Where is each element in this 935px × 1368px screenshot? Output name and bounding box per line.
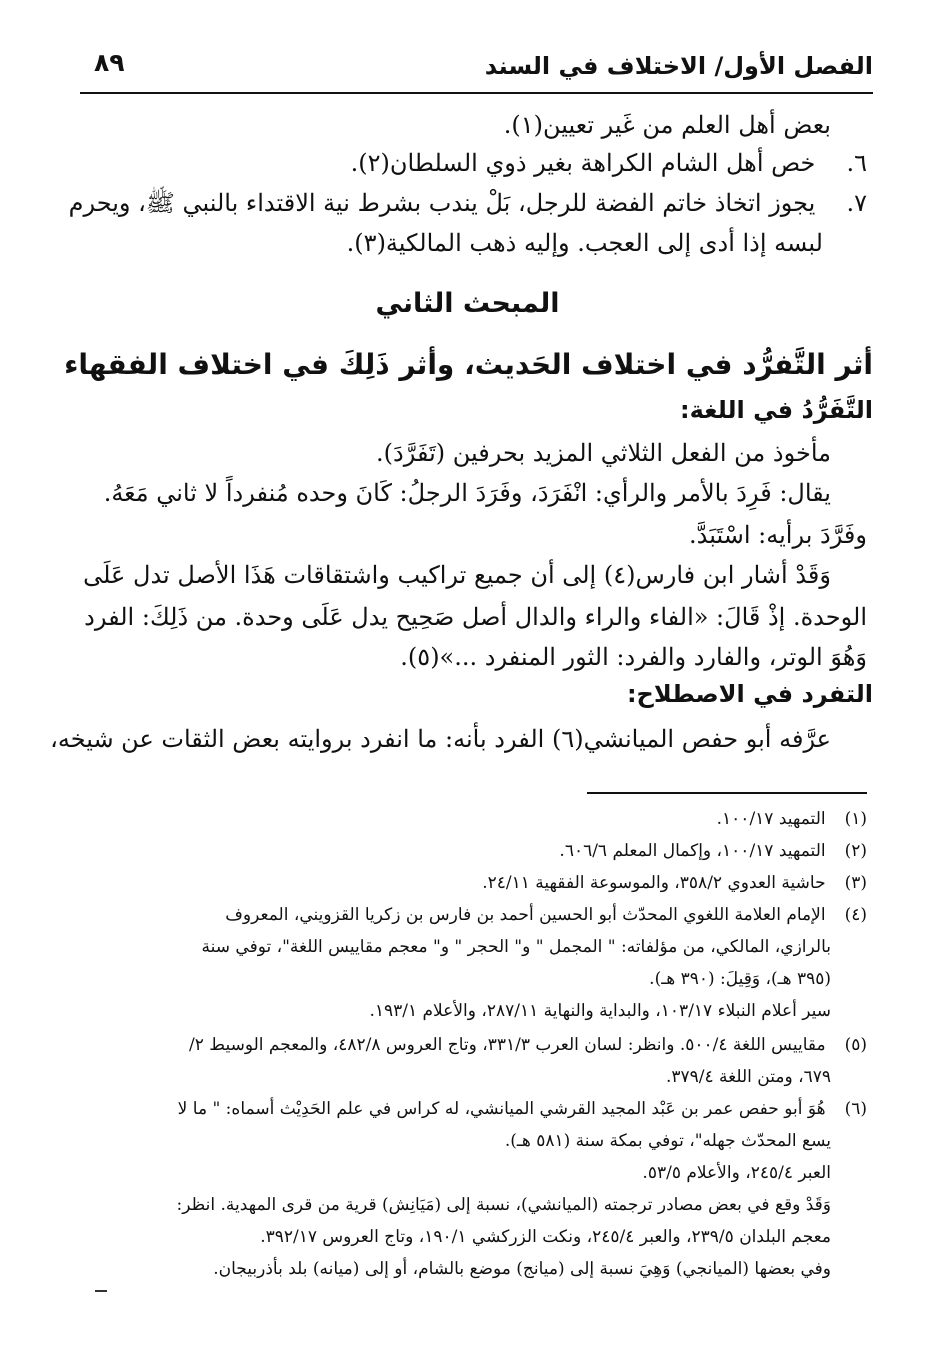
footnote-number: (٥) bbox=[844, 1035, 867, 1055]
page-number: ٨٩ bbox=[94, 48, 125, 77]
body-line: مأخوذ من الفعل الثلاثي المزيد بحرفين (تَفَرَّدَ). bbox=[376, 439, 831, 467]
footnote-text: حاشية العدوي ٣٥٨/٢، والموسوعة الفقهية ٢٤/١١. bbox=[482, 873, 826, 893]
footnote-text: هُوَ أبو حفص عمر بن عَبْد المجيد القرشي الميانشي، له كراس في علم الحَدِيْث أسماه: " ما لا bbox=[177, 1099, 826, 1119]
footnote-continuation: بالرازي، المالكي، من مؤلفاته: " المجمل " و" الحجر " و" معجم مقاييس اللغة"، توفي سنة bbox=[201, 937, 831, 957]
footnote-continuation: (٣٩٥ هـ)، وَقِيلَ: (٣٩٠ هـ). bbox=[649, 969, 831, 989]
body-line: الوحدة. إذْ قَالَ: «الفاء والراء والدال أصل صَحِيح يدل عَلَى وحدة. من ذَلِكَ: الفرد bbox=[84, 603, 867, 631]
footnote-number: (٤) bbox=[844, 905, 867, 925]
footnote-continuation: العبر ٢٤٥/٤، والأعلام ٥٣/٥. bbox=[642, 1163, 831, 1183]
footnote bbox=[92, 868, 867, 898]
body-line: لبسه إذا أدى إلى العجب. وإليه ذهب المالكية(٣). bbox=[346, 229, 823, 257]
subheading-language: التَّفَرُّدُ في اللغة: bbox=[680, 396, 873, 424]
footnote-text: التمهيد ١٠٠/١٧، وإكمال المعلم ٦٠٦/٦. bbox=[559, 841, 826, 861]
continuation-mark bbox=[95, 1290, 107, 1292]
item-number: ٧. bbox=[846, 189, 867, 217]
footnote-continuation: ٦٧٩، ومتن اللغة ٣٧٩/٤. bbox=[665, 1067, 831, 1087]
body-line: وفَرَّدَ برأيه: اسْتَبَدَّ. bbox=[689, 521, 867, 549]
body-line: وَهُوَ الوتر، والفارد والفرد: الثور المنفرد ...»(٥). bbox=[400, 643, 867, 671]
body-line: عرَّفه أبو حفص الميانشي(٦) الفرد بأنه: ما انفرد بروايته بعض الثقات عن شيخه، bbox=[50, 725, 831, 753]
header-rule bbox=[80, 92, 873, 94]
footnote-number: (٢) bbox=[844, 841, 867, 861]
section-heading: المبحث الثاني bbox=[375, 288, 560, 319]
body-line: يقال: فَرِدَ بالأمر والرأي: انْفَرَدَ، وفَرَدَ الرجلُ: كَانَ وحده مُنفرداً لا ثاني مَعَهُ. bbox=[103, 479, 831, 507]
footnote-continuation: معجم البلدان ٢٣٩/٥، والعبر ٢٤٥/٤، ونكت الزركشي ١٩٠/١، وتاج العروس ٣٩٢/١٧. bbox=[260, 1227, 831, 1247]
footnote-text: مقاييس اللغة ٥٠٠/٤. وانظر: لسان العرب ٣٣١/٣، وتاج العروس ٤٨٢/٨، والمعجم الوسيط ٢/ bbox=[189, 1035, 826, 1055]
list-item bbox=[68, 184, 867, 222]
footnote-continuation: سير أعلام النبلاء ١٠٣/١٧، والبداية والنهاية ٢٨٧/١١، والأعلام ١٩٣/١. bbox=[369, 1001, 831, 1021]
body-line: يجوز اتخاذ خاتم الفضة للرجل، بَلْ يندب بشرط نية الاقتداء بالنبي ﷺ، ويحرم bbox=[68, 189, 816, 217]
body-line: بعض أهل العلم من غَير تعيين(١). bbox=[503, 111, 831, 139]
footnote-text: الإمام العلامة اللغوي المحدّث أبو الحسين أحمد بن فارس بن زكريا القزويني، المعروف bbox=[225, 905, 826, 925]
footnote bbox=[92, 900, 867, 930]
item-number: ٦. bbox=[846, 149, 867, 177]
footnote bbox=[92, 1094, 867, 1124]
chapter-title: أثر التَّفرُّد في اختلاف الحَديث، وأثر ذَلِكَ في اختلاف الفقهاء bbox=[64, 348, 873, 381]
footnote-number: (١) bbox=[844, 809, 867, 829]
footnote-continuation: يسع المحدّث جهله"، توفي بمكة سنة (٥٨١ هـ). bbox=[504, 1131, 831, 1151]
footnote-continuation: وَقَدْ وقع في بعض مصادر ترجمته (الميانشي)، نسبة إلى (مَيَانِش) قرية من قرى المهدية. انظر: bbox=[176, 1195, 831, 1215]
body-line: خص أهل الشام الكراهة بغير ذوي السلطان(٢). bbox=[350, 149, 816, 177]
footnote-number: (٦) bbox=[844, 1099, 867, 1119]
subheading-terminology: التفرد في الاصطلاح: bbox=[626, 680, 873, 708]
list-item bbox=[92, 144, 867, 182]
footnote-separator bbox=[587, 792, 867, 794]
footnote-continuation: وفي بعضها (الميانجي) وَهِيَ نسبة إلى (ميانج) موضع بالشام، أو إلى (ميانه) بلد بأذربيجان. bbox=[213, 1259, 831, 1279]
footnote-number: (٣) bbox=[844, 873, 867, 893]
footnote bbox=[92, 836, 867, 866]
footnote-text: التمهيد ١٠٠/١٧. bbox=[716, 809, 826, 829]
footnote bbox=[92, 1030, 867, 1060]
body-line: وَقَدْ أشار ابن فارس(٤) إلى أن جميع تراكيب واشتقاقات هَذَا الأصل تدل عَلَى bbox=[83, 561, 831, 589]
running-header bbox=[80, 44, 873, 88]
footnote bbox=[92, 804, 867, 834]
header-title: الفصل الأول/ الاختلاف في السند bbox=[484, 52, 873, 80]
